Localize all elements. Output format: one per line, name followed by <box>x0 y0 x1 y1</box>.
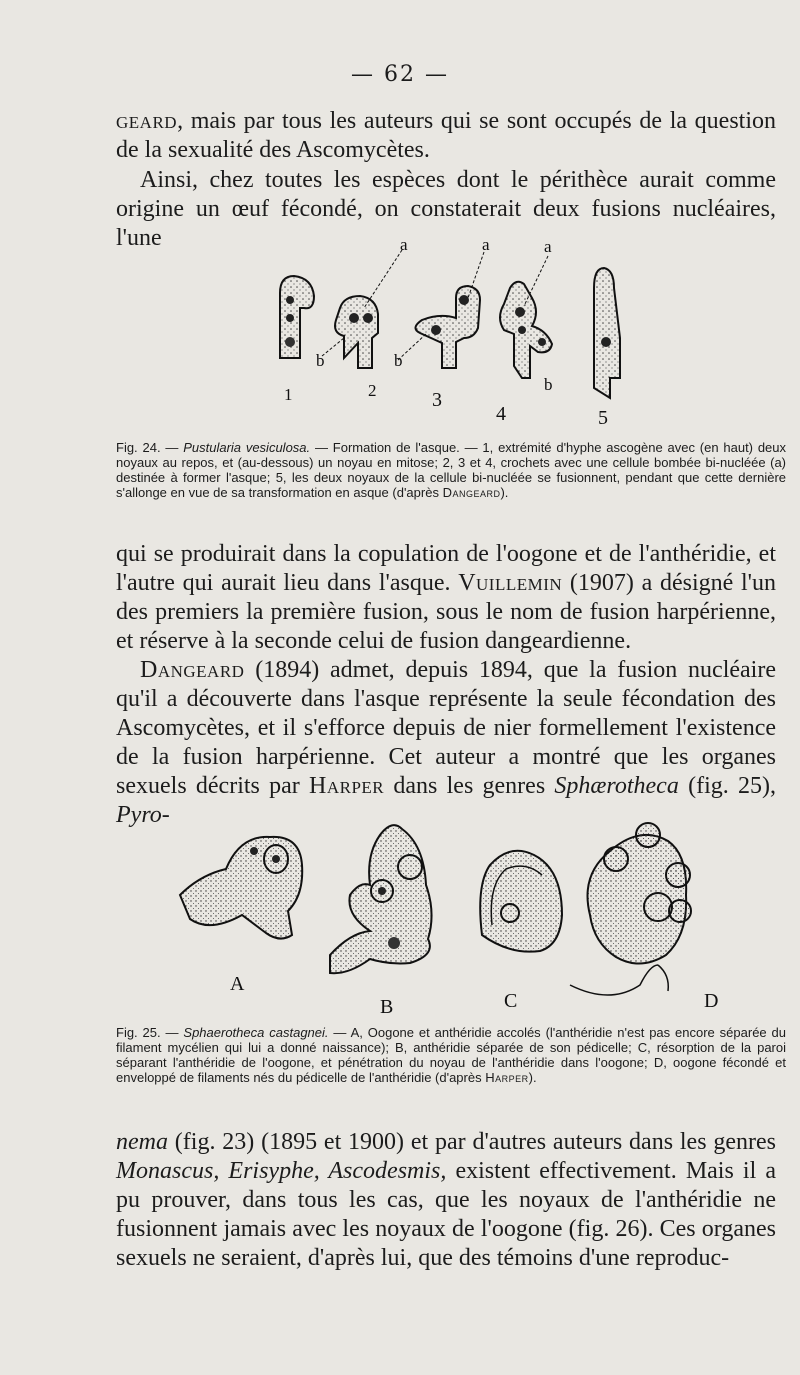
caption-end: ). <box>528 1070 537 1085</box>
fig25-label-b: B <box>380 996 394 1015</box>
paragraph-1-text: , mais par tous les auteurs qui se sont occupés de la question de la sexualité des Ascomycètes. <box>116 108 776 163</box>
stage-label-4: 4 <box>496 403 506 425</box>
paragraph-5-text-a: (fig. 23) (1895 et 1900) et par d'autres auteurs dans les genres <box>167 1129 776 1155</box>
stage-label-5: 5 <box>598 407 608 428</box>
paragraph-3-text-b: (1907) a désigné l'un des premiers la première fusion, sous le nom de fusion harpérienne, et réserve à la seconde celui de fusion dangeardienne. <box>116 570 776 654</box>
paragraph-1 <box>116 107 776 165</box>
paragraph-2: Ainsi, chez toutes les espèces dont le périthèce aurait comme origine un œuf fécondé, on constaterait deux fusions nucléaires, l'une <box>116 167 776 251</box>
label-b-3: b <box>544 375 553 394</box>
ascus-stage-5 <box>594 268 620 398</box>
caption-species: Pustularia vesiculosa. <box>183 440 311 455</box>
paragraph-3 <box>116 540 776 656</box>
stage-label-2: 2 <box>368 381 377 400</box>
figure-25-caption <box>116 1025 786 1085</box>
hypha-stage-1 <box>280 276 314 358</box>
author-name: Dangeard <box>140 657 245 683</box>
hypha-stage-4 <box>500 282 552 378</box>
caption-author: Harper <box>485 1070 529 1085</box>
hypha-stage-2 <box>335 296 378 368</box>
paragraph-3-text-a: qui se produirait dans la copulation de l'oogone et de l'anthéridie, et l'autre qui aurait lieu dans l'asque. <box>116 541 776 596</box>
paragraph-4-text-c: (fig. 25), <box>678 773 776 799</box>
caption-end: ). <box>500 485 509 500</box>
stage-label-3: 3 <box>432 389 442 411</box>
stage-c-drawing <box>480 851 562 952</box>
stage-a-drawing <box>180 837 302 939</box>
fig25-label-d: D <box>704 990 719 1012</box>
paragraph-4 <box>116 656 776 830</box>
figure-25-illustration <box>170 815 730 1015</box>
label-a-1: a <box>400 238 408 254</box>
figure-24-illustration <box>260 238 640 428</box>
label-b-2: b <box>394 351 403 370</box>
figure-24-caption <box>116 440 786 500</box>
page-number: — 62 — <box>351 62 449 87</box>
paragraph-4-text-a: (1894) admet, depuis 1894, que la fusion nucléaire qu'il a découverte dans l'asque représente la seule fécondation des Ascomycètes, et il s'efforce depuis de nier formellement l'existence de la fusion harpérienne. Cet auteur a montré que les organes sexuels décrits par <box>116 657 776 799</box>
caption-text: — Formation de l'asque. — 1, extrémité d'hyphe ascogène avec (en haut) deux noyaux au repos, et (au-dessous) un noyau en mitose; 2, 3 et 4, crochets avec une cellule bombée bi-nucléée (a) destinée à former l'asque; 5, les deux noyaux de la cellule bi-nucléée se fusionnent, pendant que cette dernière s'allonge en vue de sa transformation en asque (d'après <box>116 440 787 500</box>
label-a-3: a <box>544 238 552 256</box>
paragraph-4-text-b: dans les genres <box>384 773 555 799</box>
fig25-label-a: A <box>230 973 245 995</box>
caption-text: — A, Oogone et anthéridie accolés (l'anthéridie n'est pas encore séparée du filament mycélien qui lui a donné naissance); B, anthéridie séparée de son pédicelle; C, résorption de la paroi séparant l'anthéridie de l'oogone, et pénétration du noyau de l'anthéridie dans l'oogone; D, oogone fécondé et enveloppé de filaments nés du pédicelle de l'anthéridie (d'après <box>116 1025 787 1085</box>
stage-d-drawing <box>570 823 691 995</box>
genus-name: Sphærotheca <box>554 773 679 799</box>
caption-prefix: Fig. 24. — <box>116 440 184 455</box>
stage-b-drawing <box>330 825 432 973</box>
genus-name: nema <box>116 1129 168 1155</box>
hypha-stage-3 <box>415 286 480 368</box>
author-name: Vuillemin <box>458 570 563 596</box>
paragraph-5-text-b: existent effectivement. Mais il a pu prouver, dans tous les cas, que les noyaux de l'anthéridie ne fusionnent jamais avec les noyaux de l'oogone (fig. 26). Ces organes sexuels ne seraient, d'après lui, que des témoins d'une reproduc- <box>116 1158 777 1271</box>
paragraph-5 <box>116 1128 776 1273</box>
genus-name-2: Pyro- <box>116 802 170 828</box>
label-a-2: a <box>482 238 490 254</box>
author-name-2: Harper <box>309 773 385 799</box>
fig25-label-c: C <box>504 990 518 1012</box>
genera-list: Monascus, Erisyphe, Ascodesmis, <box>116 1158 447 1184</box>
caption-author: Dangeard <box>442 485 501 500</box>
caption-species: Sphaerotheca castagnei. <box>183 1025 329 1040</box>
label-b-1: b <box>316 351 325 370</box>
author-name: geard <box>116 108 178 134</box>
stage-label-1: 1 <box>284 385 293 404</box>
caption-prefix: Fig. 25. — <box>116 1025 184 1040</box>
